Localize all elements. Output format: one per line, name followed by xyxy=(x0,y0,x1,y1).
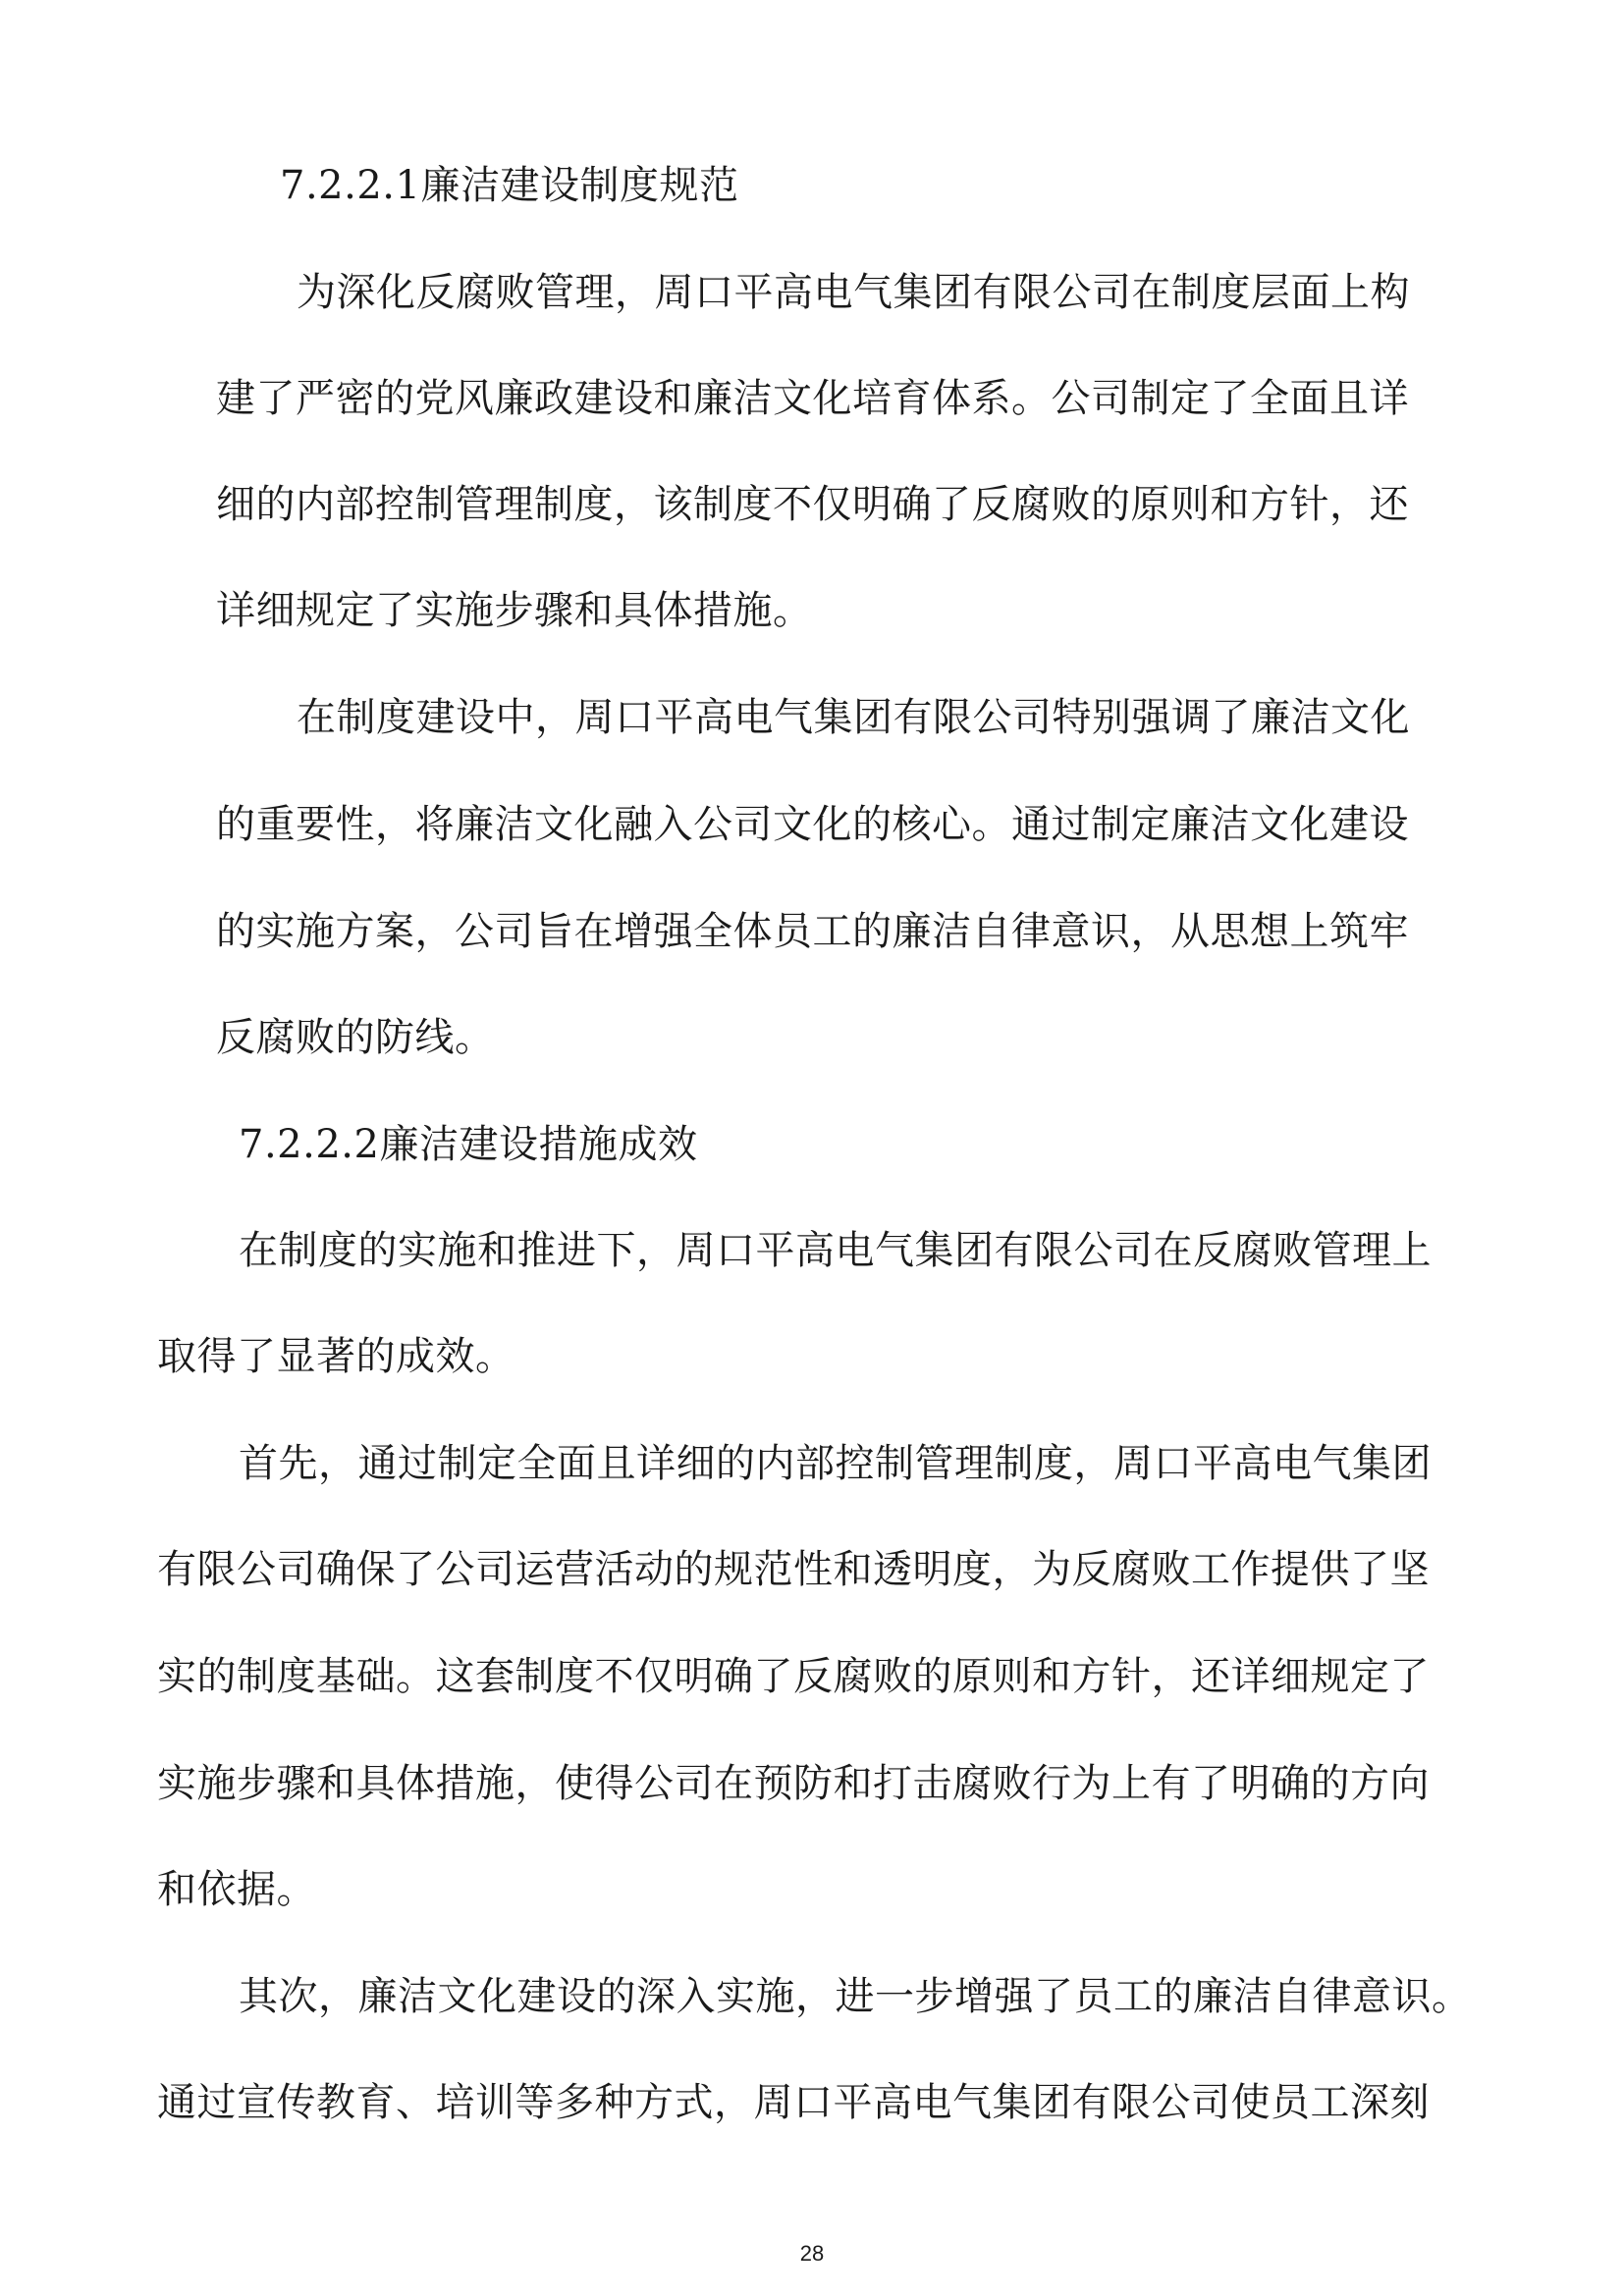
paragraph-line: 通过宣传教育、培训等多种方式，周口平高电气集团有限公司使员工深刻 xyxy=(157,2080,1430,2125)
section-heading-7-2-2-2: 7.2.2.2廉洁建设措施成效 xyxy=(239,1122,698,1167)
section-heading-7-2-2-1: 7.2.2.1廉洁建设制度规范 xyxy=(280,163,739,208)
paragraph-line: 细的内部控制管理制度，该制度不仅明确了反腐败的原则和方针，还 xyxy=(216,482,1409,527)
paragraph-line: 实的制度基础。这套制度不仅明确了反腐败的原则和方针，还详细规定了 xyxy=(157,1654,1430,1699)
paragraph-line: 建了严密的党风廉政建设和廉洁文化培育体系。公司制定了全面且详 xyxy=(216,376,1409,421)
paragraph-line: 在制度的实施和推进下，周口平高电气集团有限公司在反腐败管理上 xyxy=(239,1228,1432,1273)
paragraph-line: 详细规定了实施步骤和具体措施。 xyxy=(216,588,813,633)
paragraph-line: 的实施方案，公司旨在增强全体员工的廉洁自律意识，从思想上筑牢 xyxy=(216,909,1409,954)
paragraph-line: 为深化反腐败管理，周口平高电气集团有限公司在制度层面上构 xyxy=(297,270,1410,315)
paragraph-line: 的重要性，将廉洁文化融入公司文化的核心。通过制定廉洁文化建设 xyxy=(216,802,1409,847)
paragraph-line: 其次，廉洁文化建设的深入实施，进一步增强了员工的廉洁自律意识。 xyxy=(239,1974,1472,2019)
paragraph-line: 反腐败的防线。 xyxy=(216,1015,495,1060)
paragraph-line: 有限公司确保了公司运营活动的规范性和透明度，为反腐败工作提供了坚 xyxy=(157,1547,1430,1592)
paragraph-line: 在制度建设中，周口平高电气集团有限公司特别强调了廉洁文化 xyxy=(297,695,1410,740)
paragraph-line: 和依据。 xyxy=(157,1867,316,1912)
page-number: 28 xyxy=(799,2241,825,2266)
paragraph-line: 首先，通过制定全面且详细的内部控制管理制度，周口平高电气集团 xyxy=(239,1441,1432,1486)
paragraph-line: 实施步骤和具体措施，使得公司在预防和打击腐败行为上有了明确的方向 xyxy=(157,1761,1430,1806)
paragraph-line: 取得了显著的成效。 xyxy=(157,1334,515,1379)
